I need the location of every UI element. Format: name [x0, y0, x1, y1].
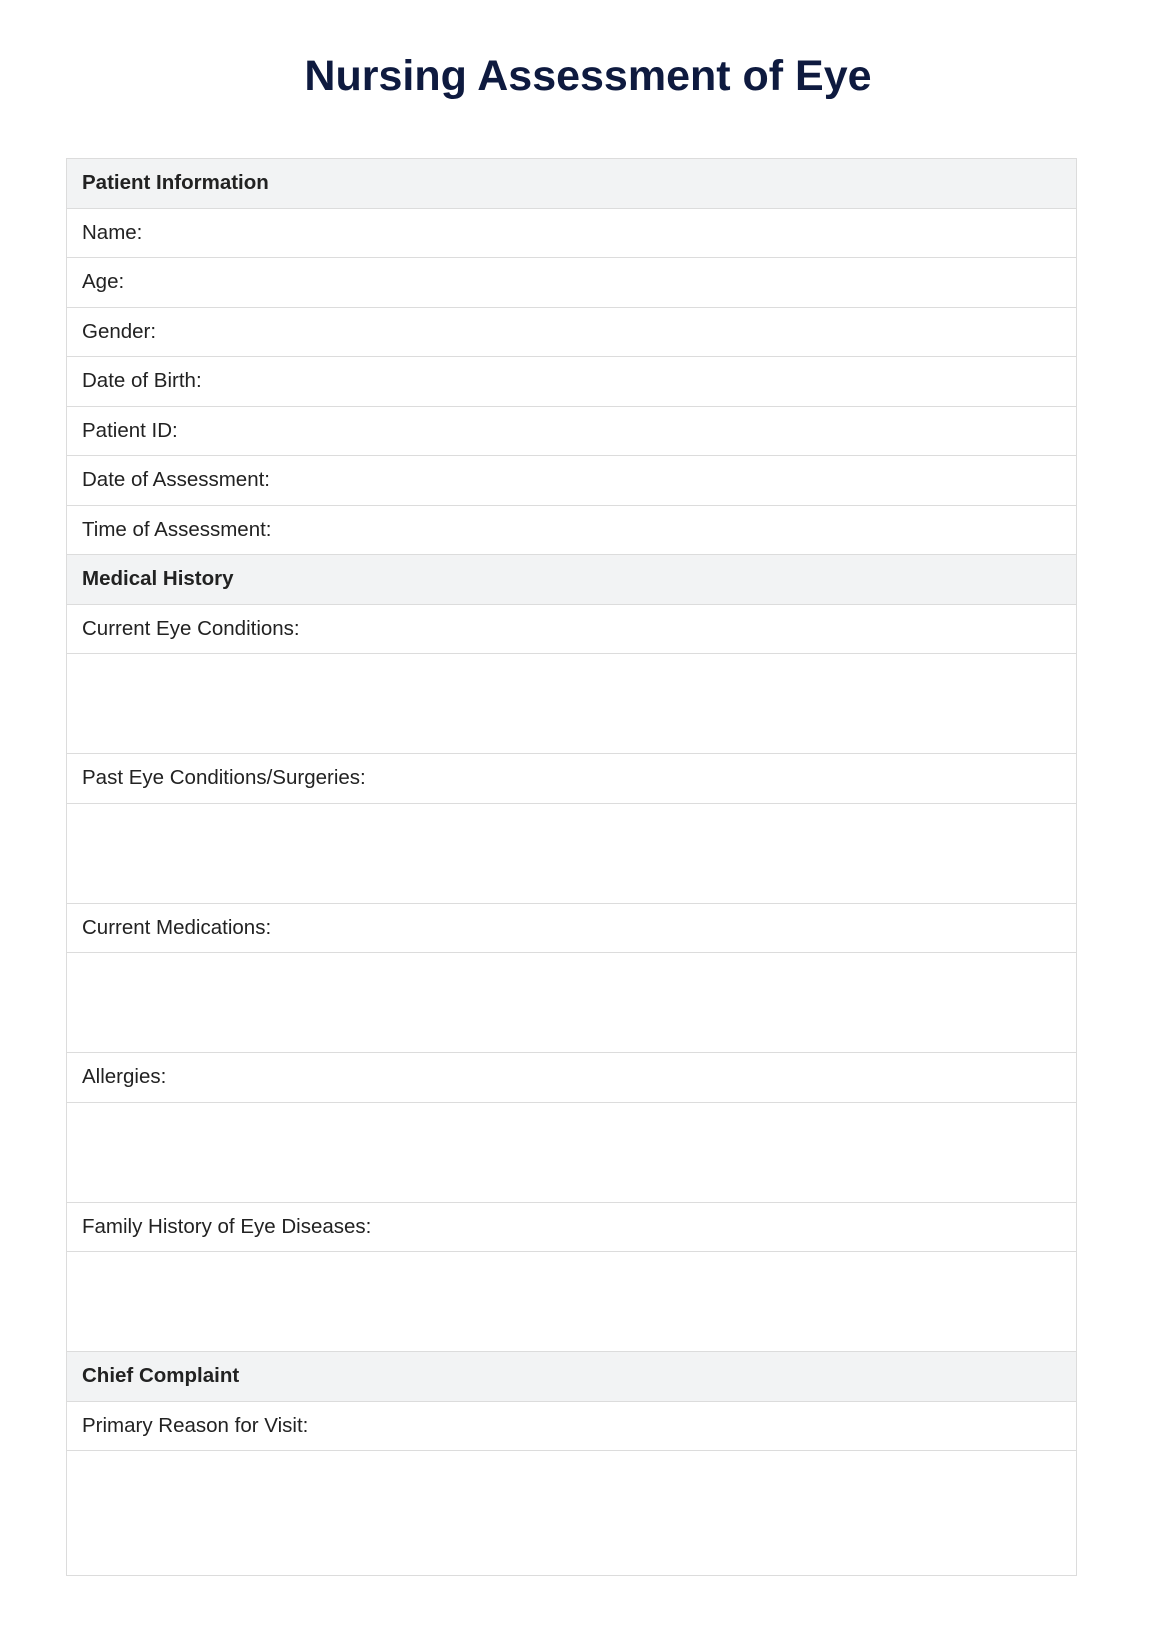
field-current-medications: Current Medications: — [67, 904, 1076, 954]
field-age[interactable]: Age: — [67, 258, 1076, 308]
section-header-chief-complaint: Chief Complaint — [67, 1352, 1076, 1402]
answer-area-allergies[interactable] — [67, 1103, 1076, 1203]
answer-area-current-eye-conditions[interactable] — [67, 654, 1076, 754]
field-patient-id[interactable]: Patient ID: — [67, 407, 1076, 457]
field-gender[interactable]: Gender: — [67, 308, 1076, 358]
page-title: Nursing Assessment of Eye — [304, 52, 872, 100]
field-date-of-assessment[interactable]: Date of Assessment: — [67, 456, 1076, 506]
field-allergies: Allergies: — [67, 1053, 1076, 1103]
section-header-medical-history: Medical History — [67, 555, 1076, 605]
answer-area-family-history[interactable] — [67, 1252, 1076, 1352]
assessment-form-table — [66, 158, 1077, 1576]
field-name[interactable]: Name: — [67, 209, 1076, 259]
answer-area-primary-reason[interactable] — [67, 1451, 1076, 1576]
field-date-of-birth[interactable]: Date of Birth: — [67, 357, 1076, 407]
answer-area-current-medications[interactable] — [67, 953, 1076, 1053]
field-past-eye-conditions: Past Eye Conditions/Surgeries: — [67, 754, 1076, 804]
field-primary-reason: Primary Reason for Visit: — [67, 1402, 1076, 1452]
field-current-eye-conditions: Current Eye Conditions: — [67, 605, 1076, 655]
section-header-patient-information: Patient Information — [67, 159, 1076, 209]
field-family-history: Family History of Eye Diseases: — [67, 1203, 1076, 1253]
field-time-of-assessment[interactable]: Time of Assessment: — [67, 506, 1076, 556]
answer-area-past-eye-conditions[interactable] — [67, 804, 1076, 904]
